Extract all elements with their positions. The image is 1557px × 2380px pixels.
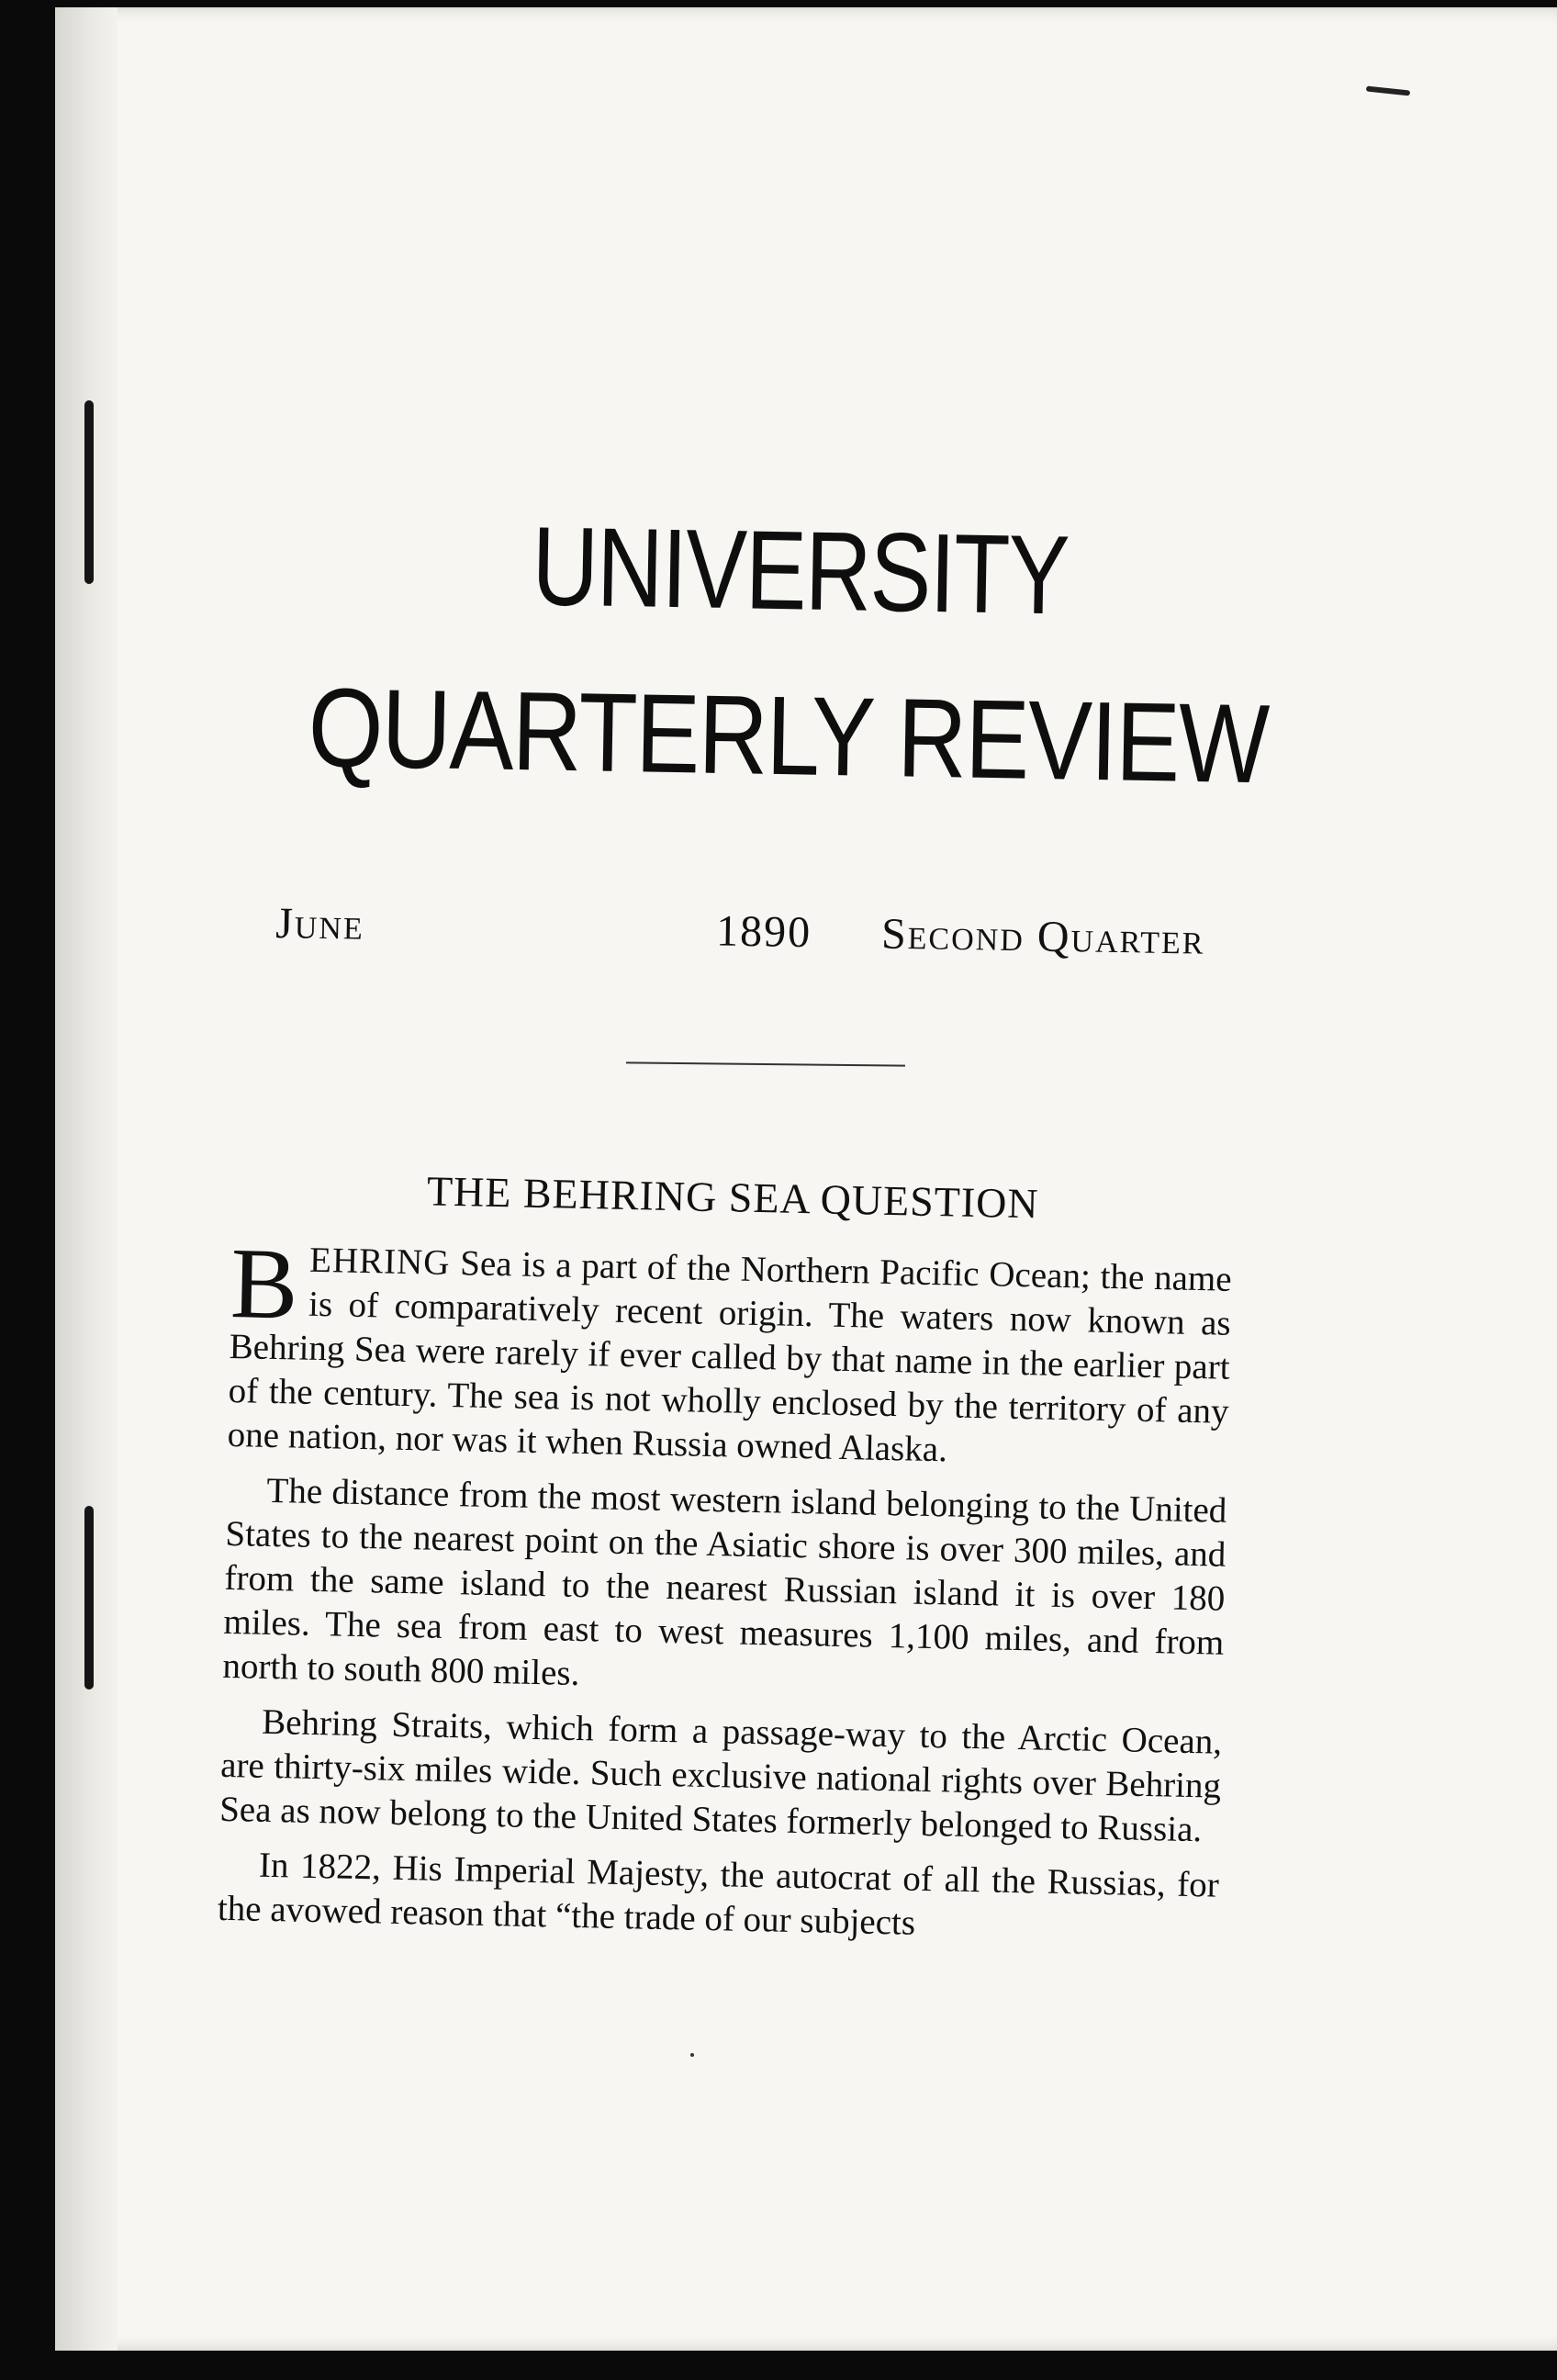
binding-mark-top xyxy=(84,400,94,584)
article-title: THE BEHRING SEA QUESTION xyxy=(426,1167,1040,1228)
article-paragraph-2: The distance from the most western island belonging to the United States to the nearest point on the Asiatic shore is over 300 miles, and from the same island to the nearest Russian island it is over 180 miles. The sea from east to west measures 1,100 miles, and from north to south 800 miles. xyxy=(222,1470,1227,1694)
journal-masthead xyxy=(135,503,1425,807)
article-paragraph-4: In 1822, His Imperial Majesty, the autocrat of all the Russias, for the avowed reason that “the trade of our subjects xyxy=(217,1845,1220,1943)
masthead-line-1: UNIVERSITY xyxy=(531,503,1070,638)
issue-month: June xyxy=(274,899,365,949)
binding-mark-bottom xyxy=(84,1506,94,1690)
drop-cap: B xyxy=(229,1226,299,1341)
issue-quarter: Second Quarter xyxy=(880,909,1205,964)
binding-edge xyxy=(55,7,118,2351)
masthead-line-2: QUARTERLY REVIEW xyxy=(307,665,1270,807)
paragraph-1-opening: EHRING xyxy=(308,1240,451,1283)
issue-year: 1890 xyxy=(715,906,812,958)
paragraph-1-text: Sea is a part of the Northern Pacific Ocean; the name is of comparatively recent origin. The waters now known as Behring Sea were rarely if ever called by that name in the earlier part of the century. The sea is not wholly enclosed by the territory of any one nation, nor was it when Russia owned Alaska. xyxy=(227,1242,1233,1470)
page-speck xyxy=(690,2053,694,2057)
article xyxy=(217,1162,1234,1963)
article-paragraph-1 xyxy=(227,1226,1233,1478)
article-paragraph-3: Behring Straits, which form a passage-way to the Arctic Ocean, are thirty-six miles wide. Such exclusive national rights over Behring Sea as now belong to the United States formerly belonged to Russia. xyxy=(218,1701,1223,1850)
